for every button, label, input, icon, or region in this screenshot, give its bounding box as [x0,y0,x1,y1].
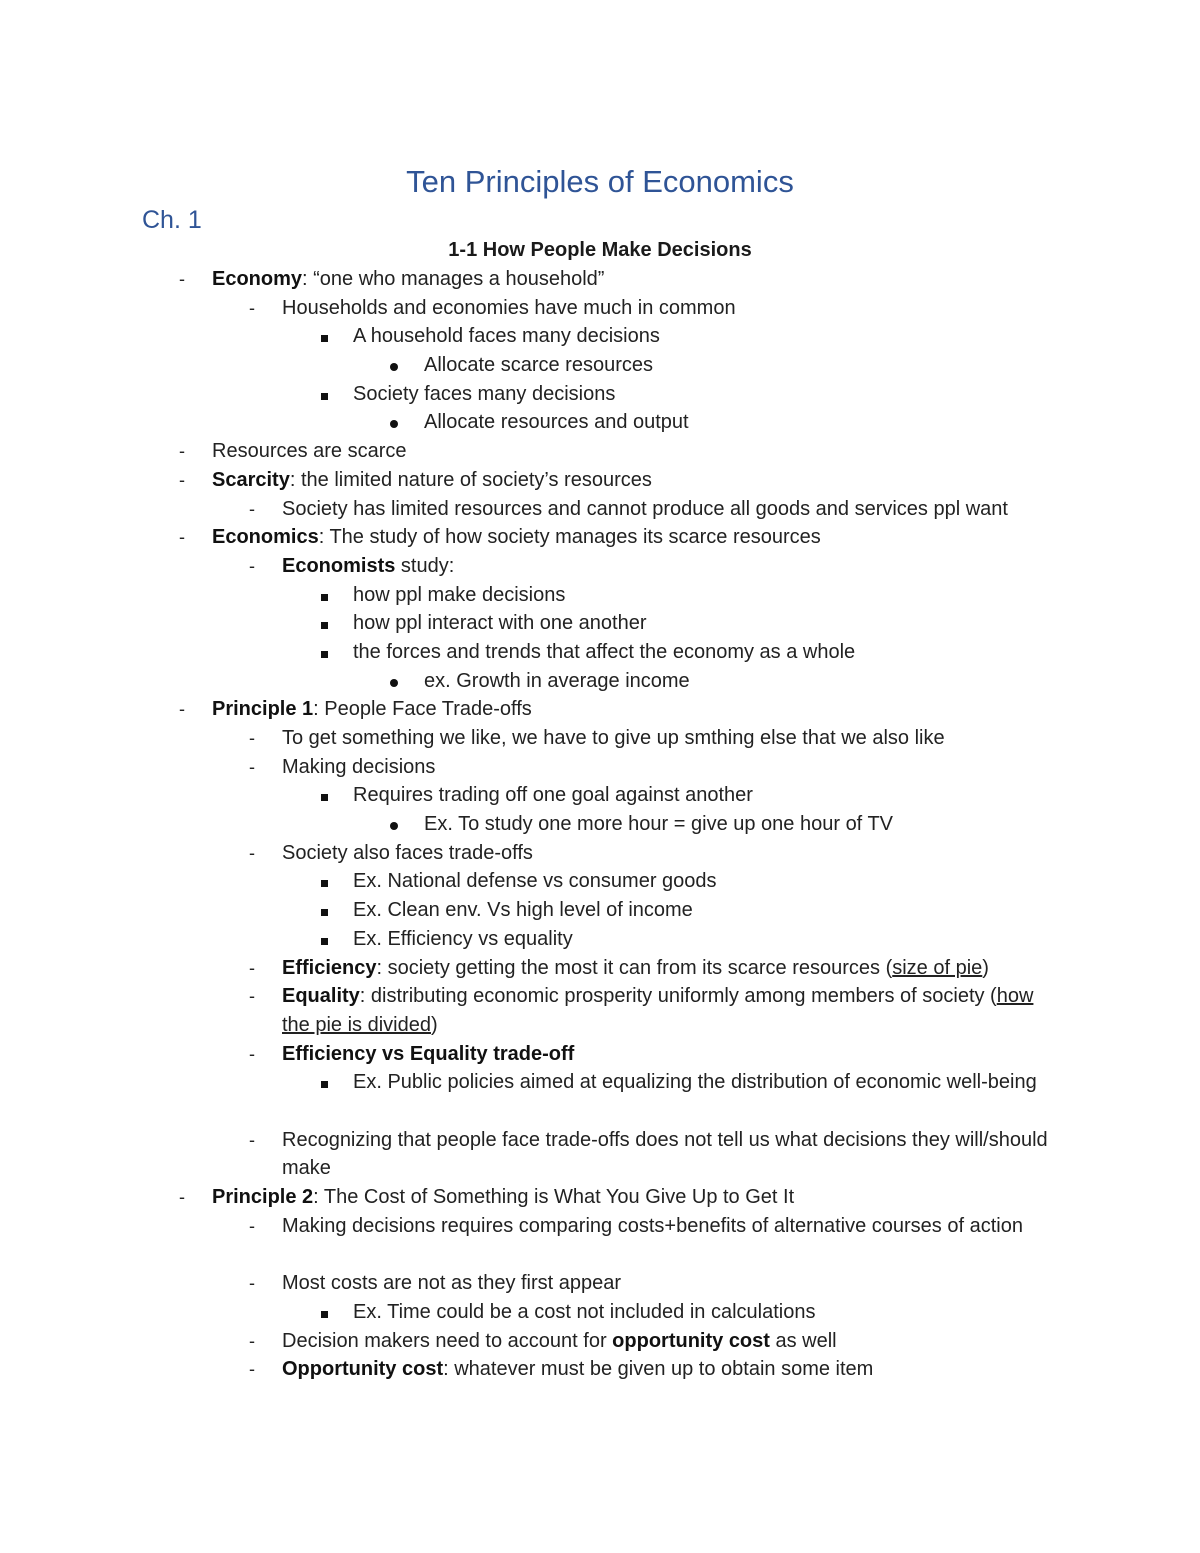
term-label: Principle 2 [212,1186,314,1209]
document-title: Ten Principles of Economics [406,164,794,199]
underlined-phrase: how the pie is divided [282,985,1034,1036]
section-heading: 1-1 How People Make Decisions [448,239,752,261]
outline-item [0,1355,1200,1384]
outline-item-text [353,380,1050,409]
item-text: : distributing economic prosperity uniformly among members of society ( [359,985,997,1008]
item-text: Society has limited resources and cannot produce all goods and services ppl want [282,497,1008,520]
square-bullet-icon [314,925,334,954]
outline-item [0,294,1200,323]
outline-item [0,781,1200,810]
outline-item-text [282,1327,1060,1356]
outline-item [0,724,1200,753]
item-text: Recognizing that people face trade-offs does not tell us what decisions they will/should make [282,1128,1048,1180]
outline-item-text [282,982,1060,1039]
item-text: Ex. Time could be a cost not included in calculations [353,1300,816,1323]
outline-item-text [353,1068,1050,1097]
outline-item [0,1068,1200,1125]
square-bullet-icon [314,867,334,896]
outline-item-text [424,810,893,839]
dash-bullet-icon: - [249,297,255,318]
underlined-phrase: size of pie [892,956,983,979]
dash-bullet-icon: - [179,269,185,289]
outline-item-text [353,925,1050,954]
outline-item-text [353,867,1050,896]
outline-item [0,1040,1200,1069]
round-bullet-icon [384,667,404,696]
dash-bullet-icon: - [249,756,255,777]
outline-item-text [282,552,1060,581]
item-text: : society getting the most it can from its scarce resources ( [376,956,893,979]
square-bullet-icon [314,609,334,638]
dash-bullet-icon: - [179,1187,185,1208]
term-label: Economists [282,554,396,577]
outline-item [0,351,1200,380]
outline-item-text [353,781,1050,810]
outline-item-text [282,495,1060,524]
term-label: Efficiency vs Equality trade-off [282,1042,575,1065]
chapter-heading: Ch. 1 [142,206,202,234]
outline-item-text [424,408,689,437]
square-bullet-icon [314,581,334,610]
square-bullet-icon [314,380,334,409]
square-bullet-icon [314,896,334,925]
item-text: study: [395,554,455,577]
item-text: : the limited nature of society’s resources [289,468,652,491]
item-text: Ex. To study one more hour = give up one hour of TV [424,813,893,836]
dash-bullet-icon: - [249,1215,255,1236]
outline-item-text [353,896,1050,925]
term-label: Principle 1 [212,698,314,721]
outline-item [0,810,1200,839]
item-text-tail: ) [982,956,989,979]
item-text: Decision makers need to account for [282,1329,613,1352]
item-text: : The study of how society manages its scarce resources [318,526,821,549]
dash-bullet-icon: - [249,1129,255,1150]
dash-bullet-icon: - [249,1359,255,1380]
term-label: Economy [212,268,303,290]
item-text: Making decisions [282,755,436,778]
outline-item [0,466,1200,495]
outline-item [0,581,1200,610]
outline-item-text [282,1269,1060,1298]
outline-item-text [353,581,1050,610]
outline-item-text [282,839,1060,868]
outline-item [0,896,1200,925]
round-bullet-icon [384,810,404,839]
item-text: : whatever must be given up to obtain some item [443,1358,874,1381]
outline-item-text [282,1126,1060,1183]
dash-bullet-icon: - [179,441,185,462]
outline-item-text [212,523,821,552]
item-text: Ex. Public policies aimed at equalizing the distribution of economic well-being [353,1071,1037,1094]
outline-item [0,695,1200,724]
item-text: how ppl interact with one another [353,612,647,635]
term-label: Scarcity [212,468,290,491]
item-text-tail: ) [430,1013,438,1036]
dash-bullet-icon: - [249,1273,255,1294]
square-bullet-icon [314,638,334,667]
item-text: A household faces many decisions [353,325,660,348]
term-label: opportunity cost [612,1329,770,1352]
dash-bullet-icon: - [179,469,185,490]
item-text: : People Face Trade-offs [313,698,532,721]
item-text: Society faces many decisions [353,382,616,405]
square-bullet-icon [314,781,334,810]
item-text: : The Cost of Something is What You Give Up to Get It [313,1186,795,1209]
outline-item [0,552,1200,581]
item-text: Households and economies have much in common [282,296,736,319]
square-bullet-icon [314,1298,334,1327]
dash-bullet-icon: - [179,527,185,548]
outline-item-text [282,1212,1060,1241]
round-bullet-icon [384,408,404,437]
outline-item [0,523,1200,552]
item-text: Society also faces trade-offs [282,841,533,864]
outline-item-text [282,724,1060,753]
outline-item [0,954,1200,983]
outline-item [0,839,1200,868]
outline-item-text [212,1183,794,1212]
outline-item-text [353,638,1050,667]
dash-bullet-icon: - [249,728,255,748]
dash-bullet-icon: - [249,1330,255,1351]
outline-item-text [212,265,604,294]
outline-item [0,437,1200,466]
item-text: Resources are scarce [212,440,407,463]
item-text: how ppl make decisions [353,583,566,606]
outline-item [0,322,1200,351]
outline-item-text [212,437,407,466]
outline-item [0,265,1200,294]
outline-item [0,638,1200,667]
outline-item [0,667,1200,696]
outline-item-text [424,351,653,380]
outline-item [0,925,1200,954]
item-text: the forces and trends that affect the economy as a whole [353,640,856,663]
item-text: Allocate resources and output [424,411,689,434]
outline-item [0,408,1200,437]
outline-item-text [282,753,1060,782]
square-bullet-icon [314,322,334,351]
outline-item-text [282,1355,1060,1384]
dash-bullet-icon: - [249,842,255,863]
outline-item [0,1183,1200,1212]
dash-bullet-icon: - [249,957,255,978]
item-text: Most costs are not as they first appear [282,1272,622,1295]
item-text: Ex. National defense vs consumer goods [353,870,717,893]
item-text: Making decisions requires comparing costs+benefits of alternative courses of action [282,1214,1023,1237]
outline-item-text [282,1040,1060,1069]
outline-item [0,1327,1200,1356]
outline-item-text [212,695,532,724]
outline-item [0,982,1200,1039]
item-text: Ex. Efficiency vs equality [353,927,573,950]
item-text: To get something we like, we have to give up smthing else that we also like [282,727,945,749]
outline-item [0,380,1200,409]
term-label: Equality [282,985,360,1008]
outline-item [0,495,1200,524]
outline-item-text [353,609,1050,638]
dash-bullet-icon: - [249,1043,255,1064]
item-text: Allocate scarce resources [424,354,653,377]
term-label: Efficiency [282,956,377,979]
outline-item-text [212,466,652,495]
notes-outline [0,265,1200,1384]
item-text: ex. Growth in average income [424,669,690,692]
outline-item [0,1269,1200,1298]
square-bullet-icon [314,1068,334,1097]
outline-item-text [282,954,1060,983]
outline-item-text [424,667,690,696]
dash-bullet-icon: - [249,498,255,519]
outline-item [0,753,1200,782]
dash-bullet-icon: - [249,986,255,1007]
outline-item [0,609,1200,638]
dash-bullet-icon: - [249,555,255,576]
item-text: Requires trading off one goal against another [353,784,753,807]
item-text: Ex. Clean env. Vs high level of income [353,899,693,922]
item-text-tail: as well [769,1329,837,1352]
term-label: Opportunity cost [282,1358,444,1381]
outline-item-text [282,294,1060,323]
outline-item-text [353,1298,1050,1327]
outline-item-text [353,322,1050,351]
outline-item [0,1298,1200,1327]
outline-item [0,867,1200,896]
outline-item [0,1212,1200,1269]
outline-item [0,1126,1200,1183]
item-text: : “one who manages a household” [302,268,605,290]
dash-bullet-icon: - [179,699,185,720]
term-label: Economics [212,526,319,549]
round-bullet-icon [384,351,404,380]
